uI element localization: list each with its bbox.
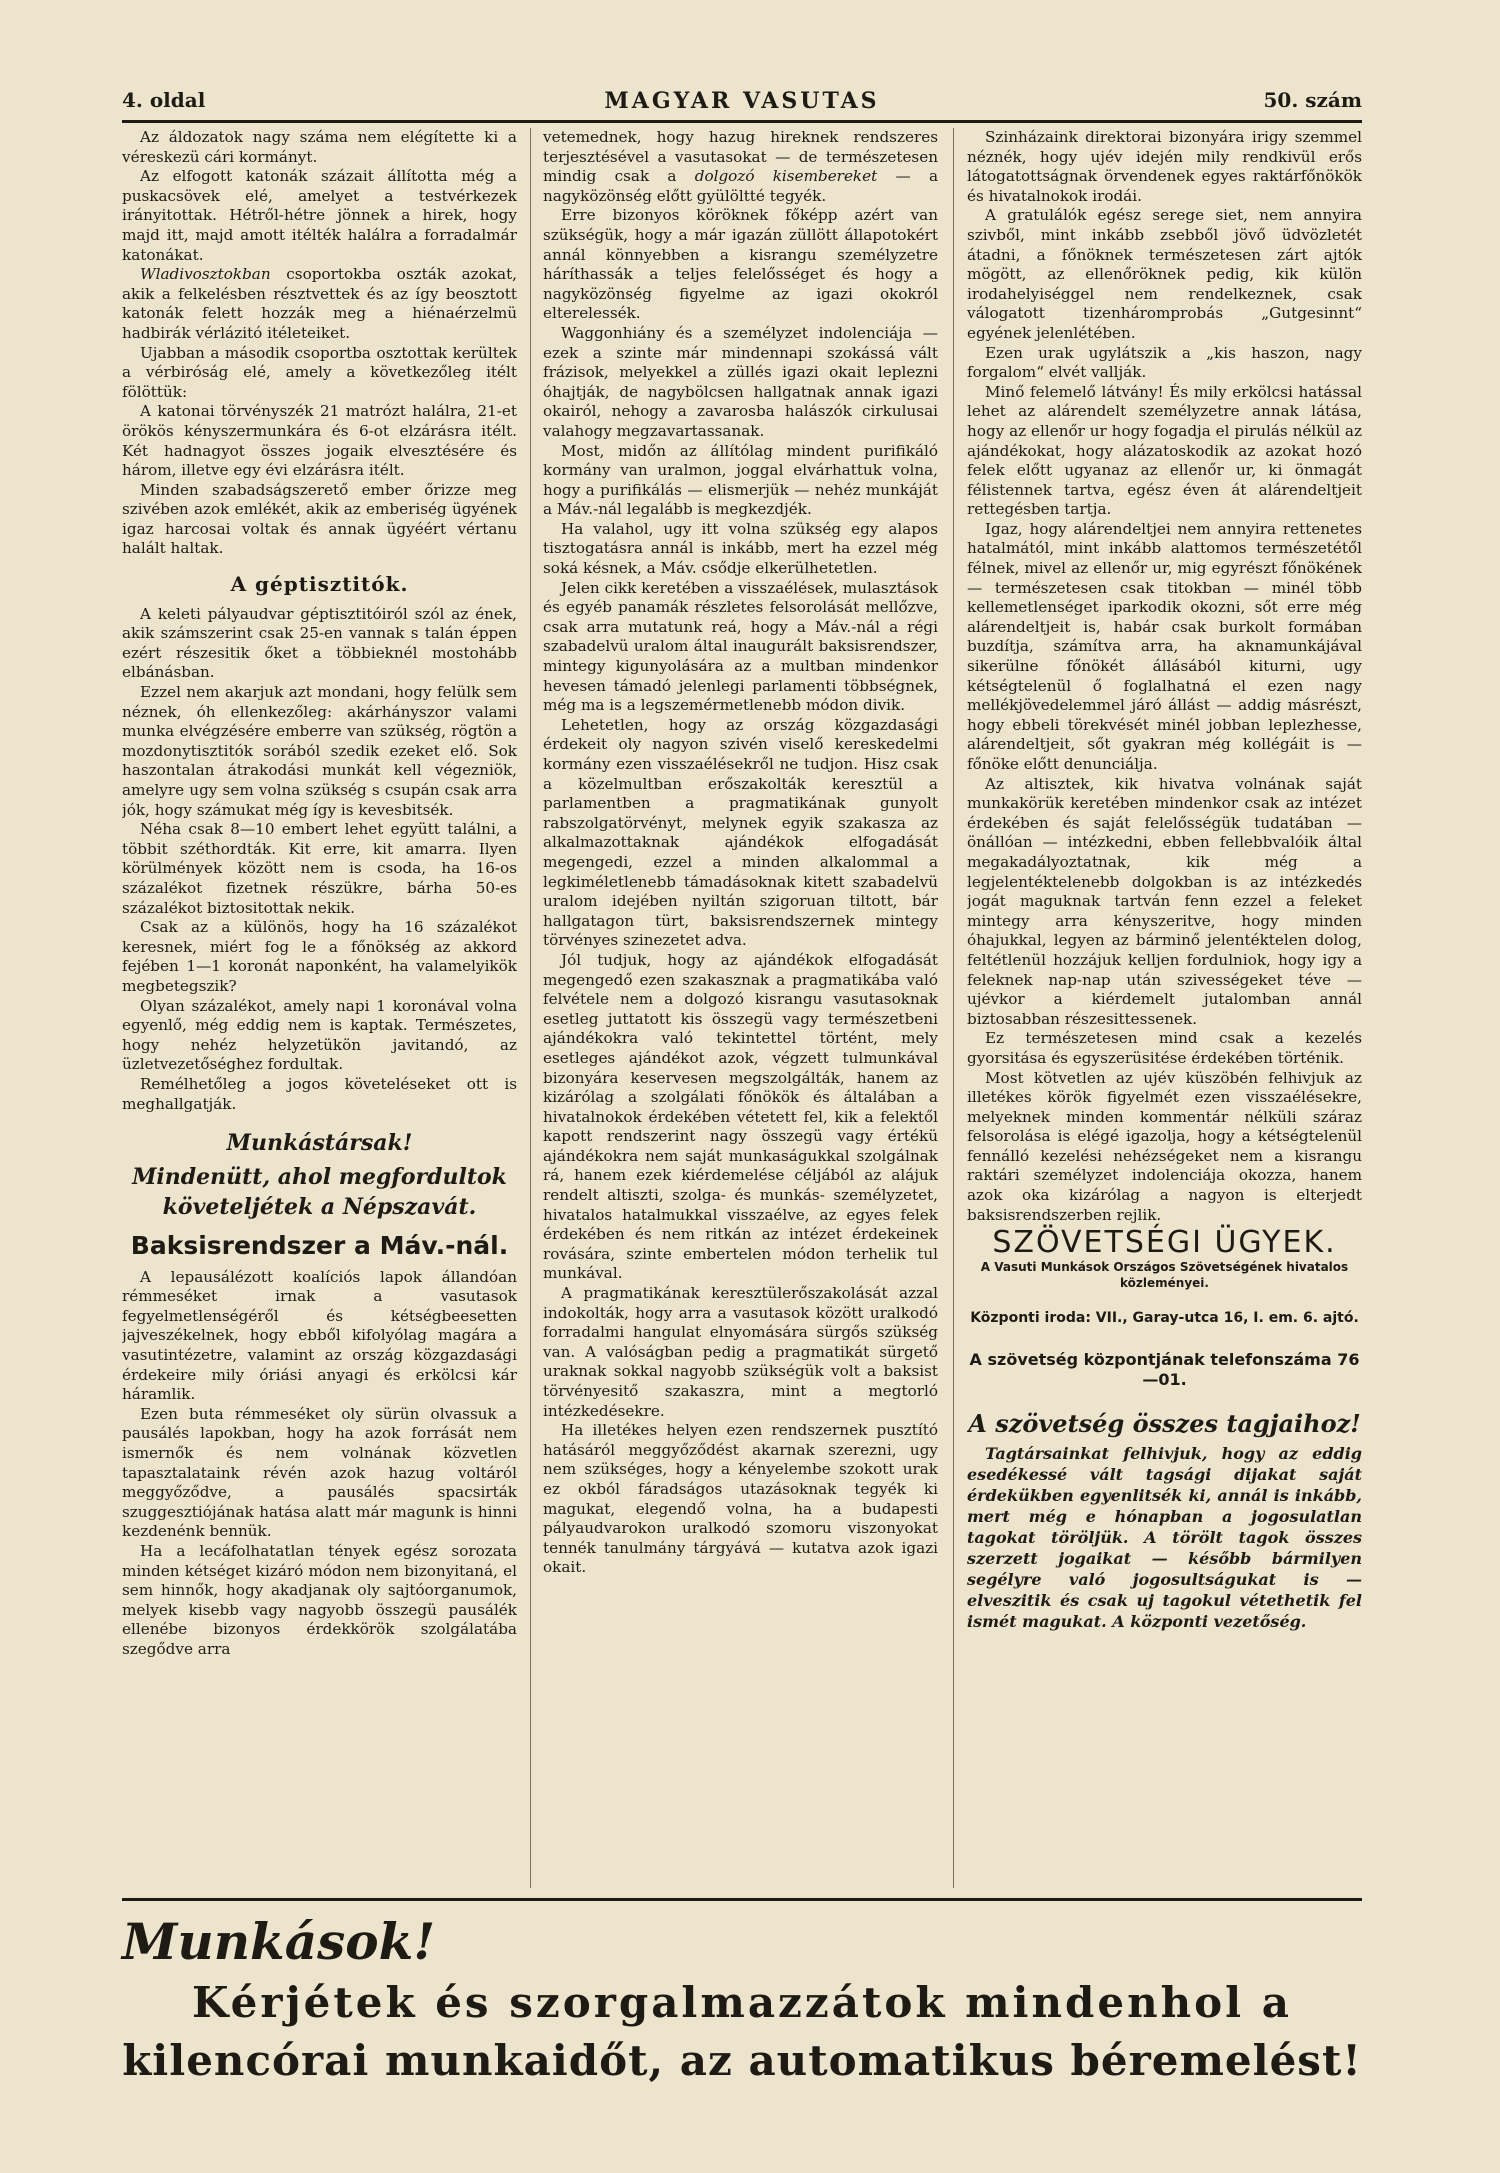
article-paragraph: Néha csak 8—10 embert lehet együtt találni, a többit széthordták. Kit erre, kit amarra. Ilyen körülmények között nem is csoda, ha 16-os százalékot fizetnek részükre, bárha 50-es százalékot biztositottak nekik. [122,820,517,917]
article-paragraph: A gratulálók egész serege siet, nem annyira szivből, mint inkább zsebből jövő üdvözletét átadni, a főnöknek természetesen zárt ajtók mögött, az ellenőröknek pedig, kik külön irodahelyiséggel nem rendelkeznek, csak válogatott tizenháromprobás „Gutgesinnt“ egyének jelenlétében. [967,206,1362,342]
article-paragraph: A keleti pályaudvar géptisztitóiról szól az ének, akik számszerint csak 25-en vannak s talán éppen ezért részesitik őket a többieknél mostohább elbánásban. [122,604,517,682]
article-paragraph: Ha a lecáfolhatatlan tények egész sorozata minden kétséget kizáró módon nem bizonyitaná, el sem hinnők, hogy akadjanak oly sajtóorganumok, melyek kisebb vagy nagyobb összegü pausálék ellenébe bizonyos érdekkörök szolgálatába szegődve arra [122,1542,517,1658]
emphasis-text: Wladivosztokban [140,265,271,284]
page-header [122,88,1362,120]
footer-rule [122,1898,1362,1901]
phone-number: A szövetség központjának telefonszáma 76—01. [969,1350,1360,1390]
article-paragraph: Szinházaink direktorai bizonyára irigy szemmel néznék, hogy ujév idején mily rendkivül erős látogatottságnak örvendenek egyes raktárfőnökök és hivatalnokok irodái. [967,128,1362,205]
article-paragraph: Most, midőn az állítólag mindent purifikáló kormány van uralmon, joggal elvárhattuk volna, hogy a purifikálás — elismerjük — nehéz munkáját a Máv.-nál legalább is megkezdjék. [543,441,938,519]
notice-body [967,1443,1362,1632]
newspaper-title: MAGYAR VASUTAS [604,88,880,114]
article-paragraph: Ez természetesen mind csak a kezelés gyorsitása és egyszerüsitése érdekében történik. [967,1029,1362,1067]
article-title: Baksisrendszer a Máv.-nál. [130,1231,509,1261]
article-paragraph: Ezen buta rémmeséket oly sürün olvassuk a pausálés lapokban, hogy ha azok forrását nem ismernők és nem volnának közvetlen tapasztalataink révén azok hazug voltáról meggyőződve, a pausálés spacsirták szuggesztiójának hatása alatt már magunk is hinni kezdenénk bennük. [122,1404,517,1541]
article-paragraph: Ezzel nem akarjuk azt mondani, hogy felülk sem néznek, óh ellenkezőleg: akárhányszor valami munka elvégzésére emberre van szükség, rögtön a mozdonytisztitók sorából szedik ezeket elő. Sok haszontalan átrakodási munkát kell végezniök, amelyre ugy sem volna szükség s csupán csak arra jók, hogy számukat még így is kevesbitsék. [122,683,517,819]
article-paragraph: Olyan százalékot, amely napi 1 koronával volna egyenlő, még eddig nem is kaptak. Természetes, hogy nehéz helyzetükön javitandó, az üzletvezetőséghez fordultak. [122,996,517,1074]
column-2 [543,128,938,1898]
article-paragraph: Az áldozatok nagy száma nem elégítette ki a véreskezü cári kormányt. [122,128,517,166]
article-paragraph: Az altisztek, kik hivatva volnának saját munkakörük keretében mindenkor csak az intézet érdekében és saját felelősségük tudatában — önállóan — intézkedni, ebben fellebbvalóik által megakadályoztatnak, kik még a legjelentéktelenebb dolgokban is az intézkedés jogát maguknak tartván fenn ezzel a feleket mintegy arra kényszeritve, hogy minden óhajukkal, legyen az bárminő jelentéktelen dolog, feltétlenül hozzájuk kelljen fordulniok, hogy igy a feleknek nap-nap után szivességeket téve — ujévkor a kiérdemelt jutalomban annál biztosabban részesittessenek. [967,774,1362,1028]
paragraph-text: csoportokba oszták azokat, akik a felkelésben résztvettek és az így beosztott katonák felett hozzák meg a hiénaérzelmü hadbirák vérlázitó itéleteiket. [122,265,517,342]
article-paragraph: Ha valahol, ugy itt volna szükség egy alapos tisztogatásra annál is inkább, mert ha ezzel még soká késnek, a Máv. csődje elkerülhetetlen. [543,519,938,578]
article-paragraph: Csak az a különös, hogy ha 16 százalékot keresnek, miért fog le a főnökség az akkord fejében 1—1 koronát naponként, ha valamelyikök megbetegszik? [122,918,517,995]
article-paragraph: Waggonhiány és a személyzet indolenciája — ezek a szinte már mindennapi szokássá vált frázisok, melyekkel a züllés igazi okait leplezni óhajtják, de nagybölcsen hallgatnak annak igazi okairól, nehogy a zavarosba halászók cirkulusai valahogy megzavartassanak. [543,323,938,440]
article-paragraph: Jelen cikk keretében a visszaélések, mulasztások és egyéb panamák részletes felsorolását mellőzve, csak arra mutatunk reá, hogy a Máv.-nál a régi szabadelvü uralom által inaugurált baksisrendszer, mintegy kigunyolására az a multban mindenkor hevesen támadó jelenlegi parlamenti többségnek, még ma is a legszemérmetlenebb módon divik. [543,578,938,715]
article-paragraph: Erre bizonyos köröknek főképp azért van szükségük, hogy a már igazán züllött állapotokért annál könnyebben a kisrangu személyzetre háríthassák a teljes felelősséget és hogy a nagyközönség figyelme az igazi okokról elterelessék. [543,206,938,323]
article-paragraph: Minden szabadságszerető ember őrizze meg szivében azok emlékét, akik az emberiség ügyének igaz harcosai voltak és annak ügyéért vértanu halált haltak. [122,480,517,558]
article-title: A géptisztitók. [230,572,409,597]
paragraph-text: — a nagyközönség előtt gyülöltté tegyék. [543,167,938,205]
notice-text: Tagtársainkat felhivjuk, hogy az eddig esedékessé vált tagsági dijakat saját érdekükben egyenlitsék ki, annál is inkább, mert még e hónapban a jogosulatlan tagokat töröljük. A törölt tagok összes szerzett jogaikat — később bármilyen segélyre való jogosultságukat is — elveszitik és csak uj tagokul vétethetik fel ismét magukat. [967,1444,1362,1632]
article-paragraph: A katonai törvényszék 21 matrózt halálra, 21-et örökös kényszermunkára és 6-ot elzárásra itélt. Két hadnagyot összes jogaik elvesztésére és három, illetve egy évi elzárásra itélt. [122,402,517,480]
issue-number: 50. szám [1263,88,1362,112]
footer-heading: Munkások! [122,1912,436,1971]
emphasis-text: dolgozó kisembereket [694,167,878,186]
slogan-line: követeljétek a Népszavát. [162,1194,477,1221]
article-paragraph [543,128,938,206]
article-paragraph: Most kötvetlen az ujév küszöbén felhivjuk az illetékes körök figyelmét ezen visszaélésekre, melyeknek minden kommentár nélküli száraz felsorolása is elégé igazolja, hogy a kétségtelenül fennálló kezelési nehézségeket nem a kisrangu raktári személyzet indolenciája okozza, hanem azok oka kizárólag a nagyon is elterjedt baksisrendszerben rejlik. [967,1068,1362,1224]
column-3 [967,128,1362,1898]
notice-signature: A központi vezetőség. [1112,1612,1307,1632]
article-paragraph: Igaz, hogy alárendeltjei nem annyira rettenetes hatalmától, mint inkább alattomos természetétől félnek, mivel az ellenőr ur, mig egyrészt főnökének — természetesen csak titokban — minél több kellemetlenséget iparkodik okozni, sőt erre még alárendeltjeit is, habár csak burkolt formában buzdítja, számítva arra, ha aknamunkájával sikerülne főnökét állásából kiturni, ugy kétségtelenül ő foglalhatná el ezen nagy mellékjövedelemmel járó állást — addig másrészt, hogy ebbeli törekvését minél jobban leplezhesse, alárendeltjeit, sőt gyakran még kollégáit is — főnöke előtt denunciálja. [967,519,1362,773]
footer-slogan-line: Kérjétek és szorgalmazzátok mindenhol a [192,1978,1292,2027]
column-divider [953,128,954,1888]
slogan-heading: Munkástársak! [226,1130,413,1157]
article-paragraph: Ezen urak ugylátszik a „kis haszon, nagy forgalom“ elvét vallják. [967,343,1362,382]
article-paragraph: Ha illetékes helyen ezen rendszernek pusztító hatásáról meggyőződést akarnak szerezni, ugy nem szükséges, hogy a kényelembe szokott urak ez okból fáradságos utazásoknak tegyék ki magukat, elegendő volna, ha a budapesti pályaudvarokon uralkodó szomoru viszonyokat tennék tanulmány tárgyává — kutatva azok igazi okait. [543,1421,938,1577]
article-paragraph: Remélhetőleg a jogos követeléseket ott is meghallgatják. [122,1074,517,1113]
notice-heading: A szövetség összes tagjaihoz! [968,1408,1361,1438]
slogan-line: Mindenütt, ahol megfordultok [132,1164,507,1191]
section-title: SZÖVETSÉGI ÜGYEK. [992,1225,1337,1261]
article-paragraph: Jól tudjuk, hogy az ajándékok elfogadását megengedő ezen szakasznak a pragmatikába való felvétele nem a dolgozó kisrangu vasutasoknak esetleg juttatott kis összegü vagy természetbeni ajándékokra való tekintettel történt, mely esetleges ajándékot azok, végzett tulmunkával bizonyára keservesen megszolgálták, hanem az kizárólag a szolgálati főnökök és általában a hivatalnokok érdekében vétetett fel, kik a felektől kapott rendszerint nagy összegü vagy értékü ajándékokra nem saját munkaságukkal szolgálnak rá, hanem ezek kiérdemelése céljából az alájuk rendelt altiszti, szolga- és munkás- személyzetet, hivatalos hatalmukkal visszaélve, az egyes felek érdekében és nem ritkán az intézet érdekeinek rovására, szinte embertelen módon terhelik tul munkával. [543,950,938,1283]
section-subtitle: A Vasuti Munkások Országos Szövetségének hivatalos közleményei. [980,1259,1349,1290]
article-paragraph: Minő felemelő látvány! És mily erkölcsi hatással lehet az alárendelt személyzetre annak látása, hogy az ellenőr ur hogy fogadja el pirulás nélkül az ajándékokat, hogy alázatoskodik az azokat hozó felek előtt ugyanaz az ellenőr ur, ki önmagát félistennek tartva, egész éven át alárendeltjeit rettegésben tartja. [967,382,1362,519]
article-paragraph: Az elfogott katonák százait állította még a puskacsövek elé, amelyet a testvérkezek irányitottak. Hétről-hétre jönnek a hirek, hogy majd itt, majd amott itélték halálra a forradalmár katonákat. [122,167,517,264]
column-1 [122,128,517,1898]
page-number: 4. oldal [122,88,206,112]
footer-slogan-line: kilencórai munkaidőt, az automatikus béremelést! [122,2036,1362,2085]
paragraph-text: vetemednek, hogy hazug hireknek rendszeres terjesztésével a vasutasokat — de természetesen mindig csak a [543,128,938,186]
article-paragraph: A pragmatikának keresztülerőszakolását azzal indokolták, hogy arra a vasutasok között uralkodó forradalmi hangulat elnyomására sürgős szükség van. A valóságban pedig a pragmatikát sürgető uraknak sokkal nagyobb szükségük volt a baksist törvényesitő szakaszra, mint a megtorló intézkedésekre. [543,1284,938,1420]
column-divider [530,128,531,1888]
article-paragraph: A lepausálézott koalíciós lapok állandóan rémmeséket irnak a vasutasok fegyelmetlenségéről és kétségbeesetten jajveszékelnek, hogy ebből kifolyólag magára a vasutintézetre, valamint az ország közgazdasági érdekeire mily óriási anyagi és erkölcsi kár háramlik. [122,1267,517,1404]
office-address: Központi iroda: VII., Garay-utca 16, I. em. 6. ajtó. [970,1309,1359,1326]
article-paragraph [122,265,517,343]
article-paragraph: Lehetetlen, hogy az ország közgazdasági érdekeit oly nagyon szivén viselő kereskedelmi kormány ezen visszaélésekről ne tudjon. Hisz csak a közelmultban erőszakolták keresztül a parlamentben a pragmatikának gunyolt rabszolgatörvényt, melynek egyik szakasza az alkalmazottaknak ajándékok elfogadását megengedi, ezzel a minden alkalommal a legkiméletlenebb támadásoknak kitett szabadelvü uralom idejében nyiltán szigoruan tiltott, bár hallgatagon türt, baksisrendszernek mintegy törvényes szinezetet adva. [543,715,938,950]
header-rule [122,120,1362,123]
article-paragraph: Ujabban a második csoportba osztottak kerültek a vérbiróság elé, amely a következőleg itélt fölöttük: [122,343,517,401]
